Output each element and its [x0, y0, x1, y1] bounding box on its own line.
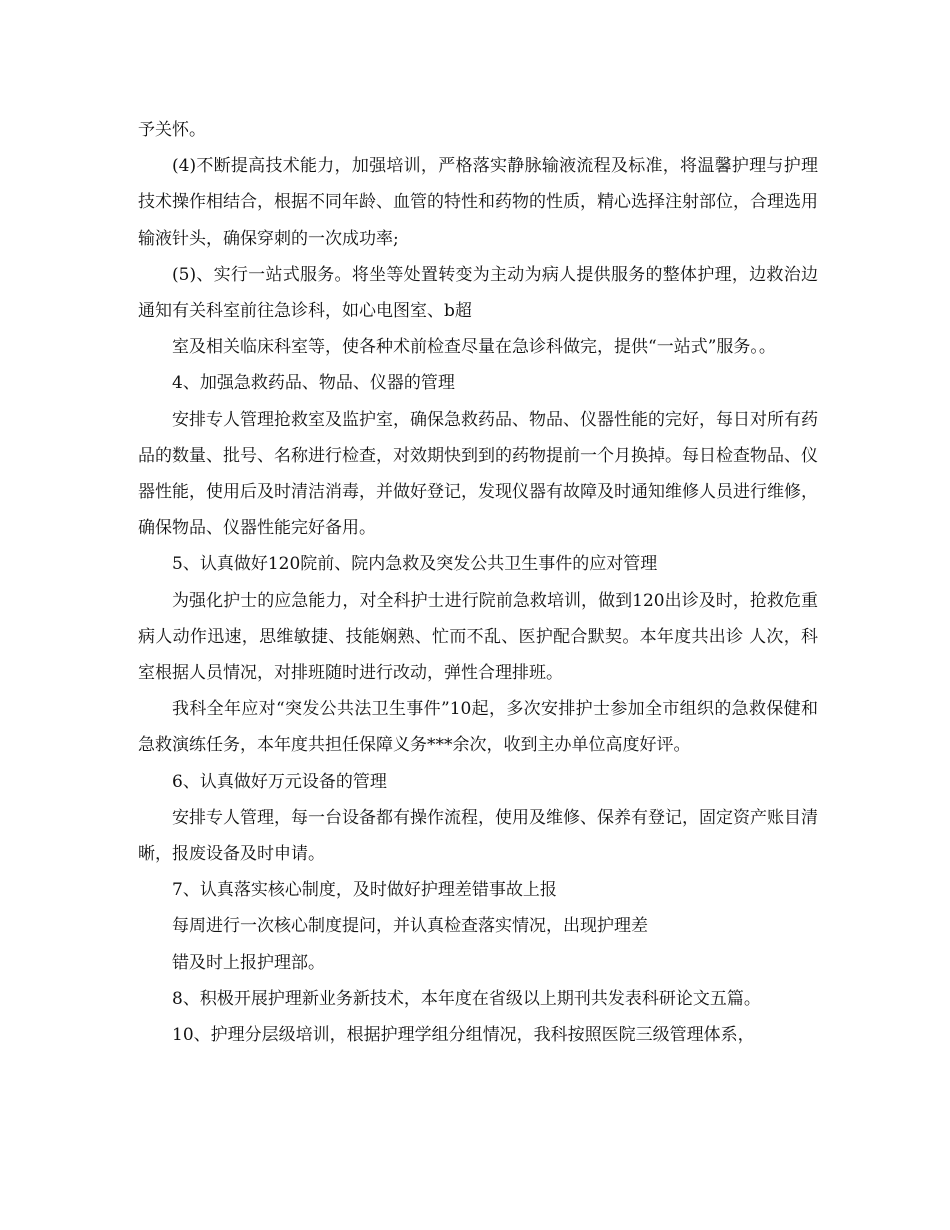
section-heading-6: 6、认真做好万元设备的管理: [172, 771, 387, 792]
paragraph-14: 错及时上报护理部。: [172, 952, 325, 973]
document-body: [138, 112, 818, 1053]
section-heading-7: 7、认真落实核心制度，及时做好护理差错事故上报: [172, 880, 557, 901]
paragraph-11: 安排专人管理，每一台设备都有操作流程，使用及维修、保养有登记，固定资产账目清晰，报废设备及时申请。: [138, 807, 818, 865]
paragraph-13: 每周进行一次核心制度提问，并认真检查落实情况，出现护理差: [172, 916, 648, 937]
paragraph-6: 安排专人管理抢救室及监护室，确保急救药品、物品、仪器性能的完好，每日对所有药品的数量、批号、名称进行检查，对效期快到到的药物提前一个月换掉。每日检查物品、仪器性能，使用后及时清洁消毒，并做好登记，发现仪器有故障及时通知维修人员进行维修，确保物品、仪器性能完好备用。: [138, 409, 818, 539]
section-heading-8: 8、积极开展护理新业务新技术，本年度在省级以上期刊共发表科研论文五篇。: [172, 988, 761, 1009]
paragraph-8: 为强化护士的应急能力，对全科护士进行院前急救培训，做到120出诊及时，抢救危重病人动作迅速，思维敏捷、技能娴熟、忙而不乱、医护配合默契。本年度共出诊 人次，科室根据人员情况，对排班随时进行改动，弹性合理排班。: [138, 590, 818, 684]
section-heading-4: 4、加强急救药品、物品、仪器的管理: [172, 373, 455, 394]
paragraph-4: 室及相关临床科室等，使各种术前检查尽量在急诊科做完，提供“一站式”服务。。: [172, 337, 776, 358]
section-heading-10: 10、护理分层级培训，根据护理学组分组情况，我科按照医院三级管理体系，: [172, 1025, 755, 1046]
section-heading-5: 5、认真做好120院前、院内急救及突发公共卫生事件的应对管理: [172, 554, 658, 575]
paragraph-9: 我科全年应对“突发公共法卫生事件”10起，多次安排护士参加全市组织的急救保健和急救演练任务，本年度共担任保障义务***余次，收到主办单位高度好评。: [138, 699, 818, 756]
paragraph-3: (5)、实行一站式服务。将坐等处置转变为主动为病人提供服务的整体护理，边救治边通知有关科室前往急诊科，如心电图室、b超: [138, 264, 818, 322]
paragraph-2: (4)不断提高技术能力，加强培训，严格落实静脉输液流程及标准，将温馨护理与护理技术操作相结合，根据不同年龄、血管的特性和药物的性质，精心选择注射部位，合理选用输液针头，确保穿刺的一次成功率;: [138, 156, 818, 249]
paragraph-1: 予关怀。: [138, 120, 206, 140]
